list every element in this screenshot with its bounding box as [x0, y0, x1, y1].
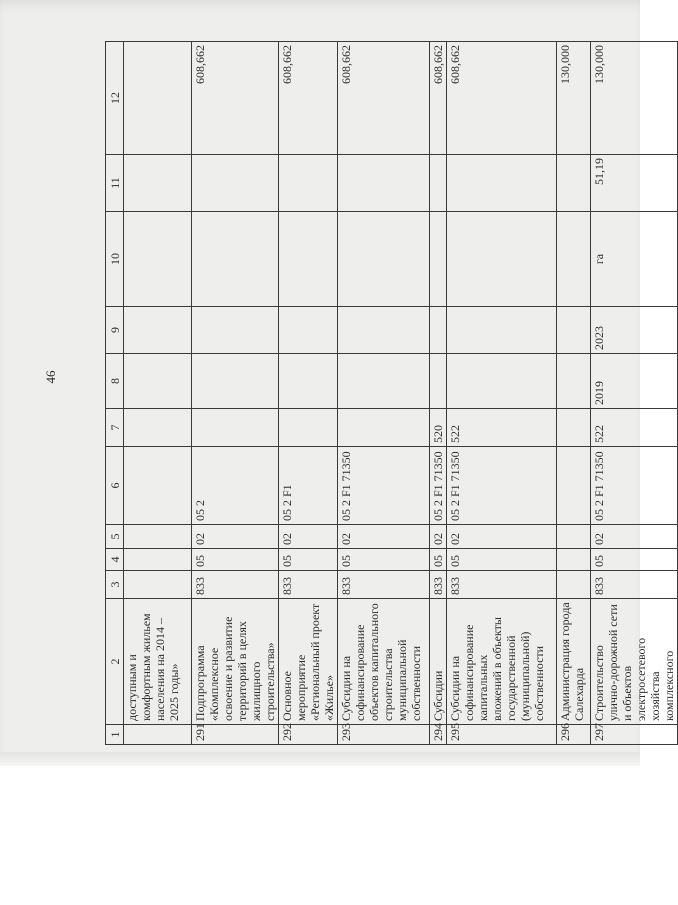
cell-section: 05 [447, 549, 557, 571]
table-row [124, 42, 192, 745]
cell-section: 05 [591, 549, 678, 571]
header-cell-11: 11 [106, 155, 124, 212]
cell-end [192, 307, 279, 354]
table-row [338, 42, 430, 745]
cell-subsection: 02 [591, 525, 678, 549]
cell-amount: 608,662 [279, 42, 338, 155]
cell-num: 296 [557, 725, 591, 745]
cell-unit [430, 212, 447, 307]
cell-num: 292 [279, 725, 338, 745]
cell-end [557, 307, 591, 354]
cell-section: 05 [279, 549, 338, 571]
table-row [591, 42, 678, 745]
cell-gr: 833 [591, 571, 678, 599]
cell-section: 05 [430, 549, 447, 571]
table-row [447, 42, 557, 745]
budget-table [105, 41, 678, 745]
header-cell-8: 8 [106, 354, 124, 409]
cell-target [557, 447, 591, 525]
cell-gr: 833 [192, 571, 279, 599]
cell-subsection: 02 [279, 525, 338, 549]
header-cell-3: 3 [106, 571, 124, 599]
cell-capacity [447, 155, 557, 212]
cell-unit [447, 212, 557, 307]
cell-amount: 130,000 [557, 42, 591, 155]
cell-capacity: 51,19 [591, 155, 678, 212]
cell-name: Строительство улично-дорожной сети и объектов электросетевого хозяйства комплексного [591, 599, 678, 725]
cell-start [124, 354, 192, 409]
cell-end: 2023 [591, 307, 678, 354]
cell-vr [279, 409, 338, 447]
cell-section: 05 [338, 549, 430, 571]
cell-target [124, 447, 192, 525]
table-row [192, 42, 279, 745]
header-cell-2: 2 [106, 599, 124, 725]
cell-amount: 608,662 [447, 42, 557, 155]
cell-capacity [557, 155, 591, 212]
cell-end [338, 307, 430, 354]
cell-end [279, 307, 338, 354]
cell-amount: 608,662 [338, 42, 430, 155]
cell-subsection: 02 [430, 525, 447, 549]
cell-subsection: 02 [338, 525, 430, 549]
cell-target: 05 2 F1 71350 [591, 447, 678, 525]
cell-subsection [124, 525, 192, 549]
cell-num [124, 725, 192, 745]
header-cell-9: 9 [106, 307, 124, 354]
header-cell-10: 10 [106, 212, 124, 307]
table-row [557, 42, 591, 745]
cell-target: 05 2 F1 71350 [430, 447, 447, 525]
cell-start: 2019 [591, 354, 678, 409]
header-cell-4: 4 [106, 549, 124, 571]
cell-capacity [279, 155, 338, 212]
cell-target: 05 2 F1 [279, 447, 338, 525]
table-row [430, 42, 447, 745]
cell-capacity [124, 155, 192, 212]
cell-name: Основное мероприятие «Региональный проект «Жилье» [279, 599, 338, 725]
cell-vr [124, 409, 192, 447]
header-cell-1: 1 [106, 725, 124, 745]
cell-num: 297 [591, 725, 678, 745]
cell-end [124, 307, 192, 354]
header-cell-7: 7 [106, 409, 124, 447]
cell-vr: 520 [430, 409, 447, 447]
cell-capacity [338, 155, 430, 212]
cell-vr [192, 409, 279, 447]
cell-start [192, 354, 279, 409]
cell-gr [557, 571, 591, 599]
cell-capacity [430, 155, 447, 212]
cell-section: 05 [192, 549, 279, 571]
cell-unit [124, 212, 192, 307]
cell-num: 291 [192, 725, 279, 745]
cell-gr [124, 571, 192, 599]
cell-name: Субсидии на софинансирование объектов капитального строительства муниципальной собственности [338, 599, 430, 725]
cell-target: 05 2 F1 71350 [447, 447, 557, 525]
cell-unit [338, 212, 430, 307]
scan-edge [0, 752, 640, 766]
cell-name: доступным и комфортным жильем населения на 2014 – 2025 годы» [124, 599, 192, 725]
page-number: 46 [43, 370, 58, 384]
cell-amount [124, 42, 192, 155]
cell-gr: 833 [279, 571, 338, 599]
cell-name: Подпрограмма «Комплексное освоение и развитие территорий в целях жилищного строительства» [192, 599, 279, 725]
cell-vr: 522 [447, 409, 557, 447]
header-cell-5: 5 [106, 525, 124, 549]
table-row [279, 42, 338, 745]
cell-amount: 608,662 [192, 42, 279, 155]
cell-subsection: 02 [192, 525, 279, 549]
cell-unit: га [591, 212, 678, 307]
header-cell-6: 6 [106, 447, 124, 525]
cell-unit [279, 212, 338, 307]
cell-vr [557, 409, 591, 447]
header-row [106, 42, 124, 745]
cell-subsection: 02 [447, 525, 557, 549]
cell-target: 05 2 F1 71350 [338, 447, 430, 525]
cell-amount: 608,662 [430, 42, 447, 155]
cell-start [557, 354, 591, 409]
cell-section [557, 549, 591, 571]
cell-num: 295 [447, 725, 557, 745]
cell-vr [338, 409, 430, 447]
cell-start [447, 354, 557, 409]
cell-num: 293 [338, 725, 430, 745]
cell-target: 05 2 [192, 447, 279, 525]
cell-capacity [192, 155, 279, 212]
cell-end [447, 307, 557, 354]
cell-gr: 833 [430, 571, 447, 599]
cell-start [430, 354, 447, 409]
cell-name: Администрация города Салехарда [557, 599, 591, 725]
cell-start [279, 354, 338, 409]
cell-start [338, 354, 430, 409]
cell-name: Субсидии на софинансирование капитальных вложений в объекты государственной (муниципальной) собственности [447, 599, 557, 725]
cell-vr: 522 [591, 409, 678, 447]
cell-num: 294 [430, 725, 447, 745]
cell-name: Субсидии [430, 599, 447, 725]
cell-subsection [557, 525, 591, 549]
header-cell-12: 12 [106, 42, 124, 155]
rotated-table-container [105, 42, 676, 745]
cell-gr: 833 [447, 571, 557, 599]
cell-unit [192, 212, 279, 307]
cell-amount: 130,000 [591, 42, 678, 155]
cell-section [124, 549, 192, 571]
cell-gr: 833 [338, 571, 430, 599]
cell-unit [557, 212, 591, 307]
cell-end [430, 307, 447, 354]
